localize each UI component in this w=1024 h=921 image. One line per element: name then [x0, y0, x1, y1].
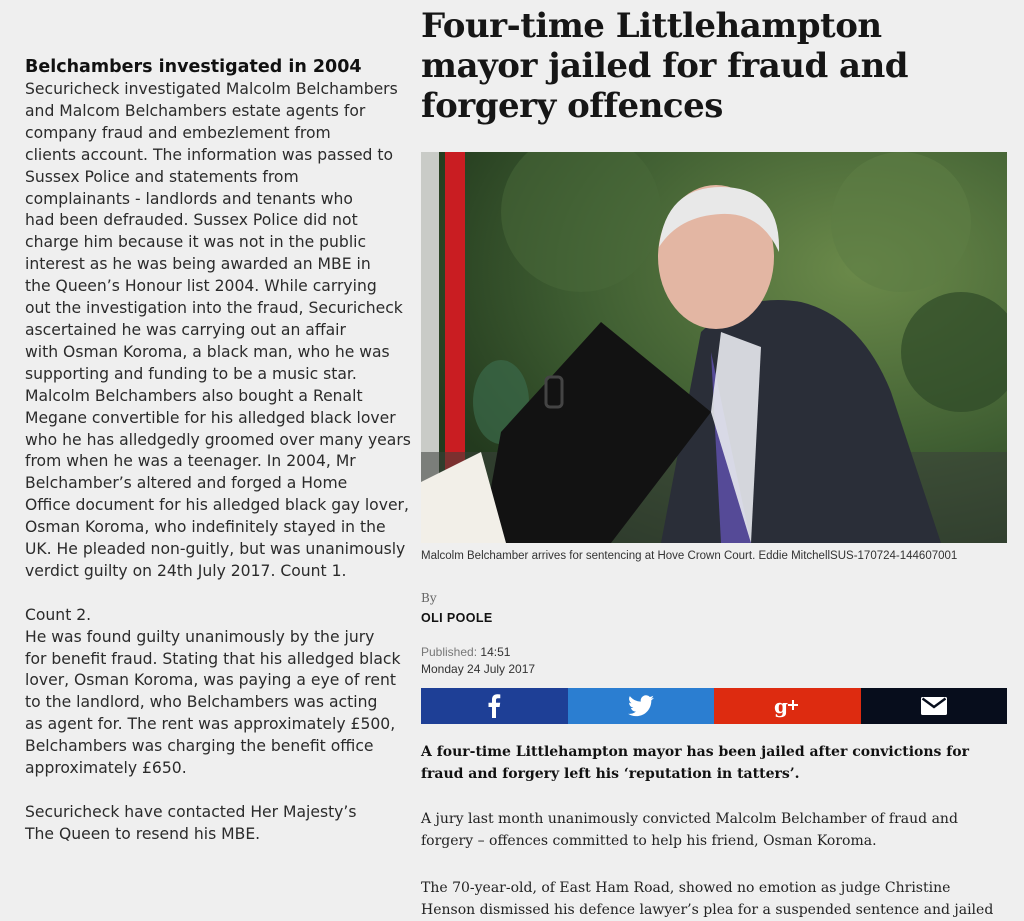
article-body-paragraph-1: A jury last month unanimously convicted Malcolm Belchamber of fraud and forgery – offences committed to help his friend, Osman Koroma.	[421, 811, 958, 849]
google-plus-icon	[773, 694, 801, 718]
share-google-plus-button[interactable]	[714, 688, 861, 724]
share-email-button[interactable]	[861, 688, 1008, 724]
share-bar	[421, 688, 1007, 724]
left-paragraph-3: Securicheck have contacted Her Majesty’s The Queen to resend his MBE.	[25, 802, 357, 843]
share-facebook-button[interactable]	[421, 688, 568, 724]
email-icon	[921, 697, 947, 715]
published-info	[421, 644, 535, 678]
article-lead: A four-time Littlehampton mayor has been jailed after convictions for fraud and forgery left his ‘reputation in tatters’.	[421, 744, 970, 782]
byline-label: By	[421, 591, 437, 605]
photo-caption: Malcolm Belchamber arrives for sentencing at Hove Crown Court. Eddie MitchellSUS-170724-144607001	[421, 550, 958, 562]
left-paragraph-1: Securicheck investigated Malcolm Belchambers and Malcom Belchambers estate agents for company fraud and embezlement from clients account. The information was passed to Sussex Police and statements from complainants - landlords and tenants who had been defrauded. Sussex Police did not charge him because it was not in the public interest as he was being awarded an MBE in the Queen’s Honour list 2004. While carrying out the investigation into the fraud, Securicheck ascertained he was carrying out an affair with Osman Koroma, a black man, who he was supporting and funding to be a music star. Malcolm Belchambers also bought a Renalt Megane convertible for his alledged black lover who he has alledgedly groomed over many years from when he was a teenager. In 2004, Mr Belchamber’s altered and forged a Home Office document for his alledged black gay lover, Osman Koroma, who indefinitely stayed in the UK. He pleaded non-guitly, but was unanimously verdict guilty on 24th July 2017. Count 1.	[25, 80, 411, 580]
article-headline: Four-time Littlehampton mayor jailed for fraud and forgery offences	[421, 6, 909, 126]
svg-text:g: g	[774, 694, 789, 718]
published-date: Monday 24 July 2017	[421, 662, 536, 676]
published-label: Published:	[421, 645, 478, 659]
left-heading: Belchambers investigated in 2004	[25, 57, 362, 77]
share-twitter-button[interactable]	[568, 688, 715, 724]
facebook-icon	[487, 694, 501, 718]
article-photo	[421, 152, 1007, 543]
author-name[interactable]: OLI POOLE	[421, 611, 493, 625]
article-body-paragraph-2: The 70-year-old, of East Ham Road, showed no emotion as judge Christine Henson dismissed his defence lawyer’s plea for a suspended sentence and jailed	[421, 880, 994, 918]
published-time: 14:51	[480, 645, 511, 659]
twitter-icon	[628, 695, 654, 717]
article	[421, 0, 1007, 918]
left-column	[25, 55, 417, 868]
left-paragraph-2: Count 2. He was found guilty unanimously by the jury for benefit fraud. Stating that his alledged black lover, Osman Koroma, was paying a eye of rent to the landlord, who Belchambers was acting as agent for. The rent was approximately £500, Belchambers was charging the benefit office approximately £650.	[25, 605, 401, 778]
